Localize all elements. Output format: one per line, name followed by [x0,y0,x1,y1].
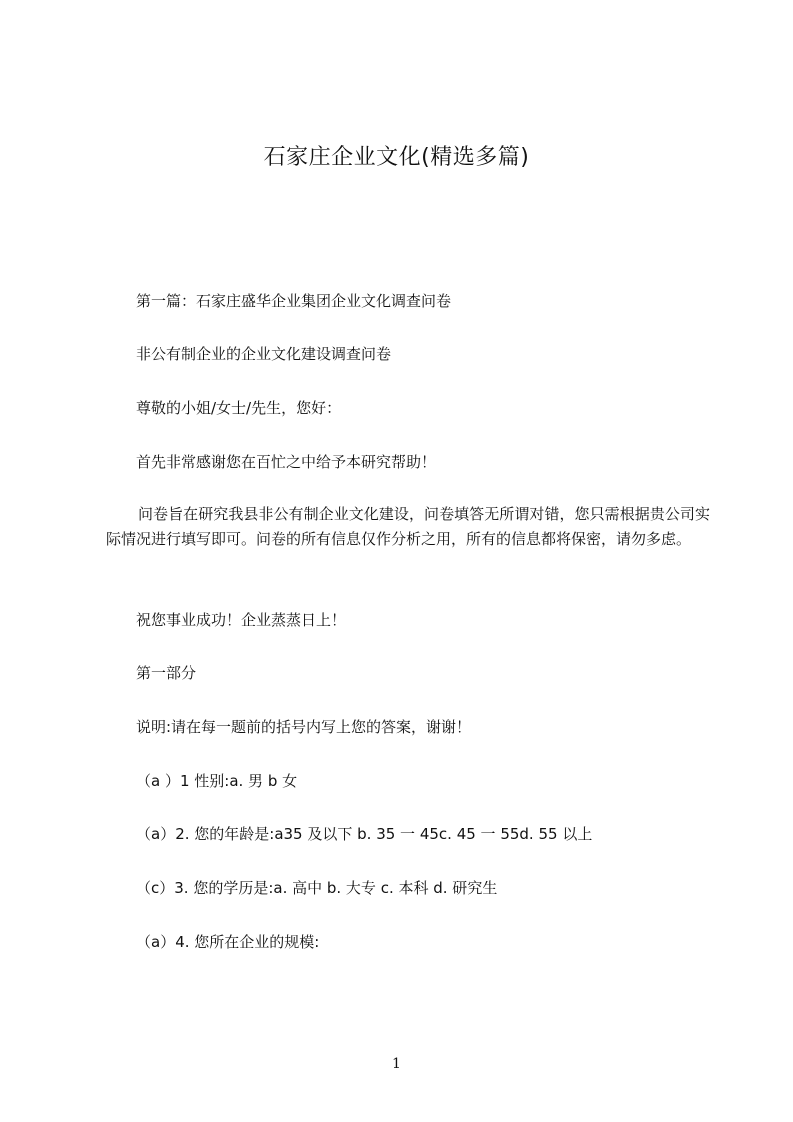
document-title: 石家庄企业文化(精选多篇) [263,145,530,170]
salutation: 尊敬的小姐/女士/先生，您好： [136,399,342,417]
part-heading: 第一部分 [136,664,197,682]
page-number: 1 [392,1056,401,1072]
section-heading: 第一篇：石家庄盛华企业集团企业文化调查问卷 [136,292,452,310]
question-company-size: （a）4. 您所在企业的规模: [136,933,320,951]
instructions: 说明:请在每一题前的括号内写上您的答案，谢谢！ [136,718,472,736]
question-gender: （a ）1 性别:a. 男 b 女 [136,772,298,790]
question-education: （c）3. 您的学历是:a. 高中 b. 大专 c. 本科 d. 研究生 [136,879,498,897]
thanks-paragraph: 首先非常感谢您在百忙之中给予本研究帮助！ [136,453,437,471]
questionnaire-title: 非公有制企业的企业文化建设调查问卷 [136,345,392,363]
wishes-paragraph: 祝您事业成功！企业蒸蒸日上！ [136,611,347,629]
question-age: （a）2. 您的年龄是:a35 及以下 b. 35 一 45c. 45 一 55d. 55 以上 [136,825,593,843]
intro-paragraph: 问卷旨在研究我县非公有制企业文化建设，问卷填答无所谓对错，您只需根据贵公司实际情况进行填写即可。问卷的所有信息仅作分析之用，所有的信息都将保密，请勿多虑。 [106,505,710,548]
